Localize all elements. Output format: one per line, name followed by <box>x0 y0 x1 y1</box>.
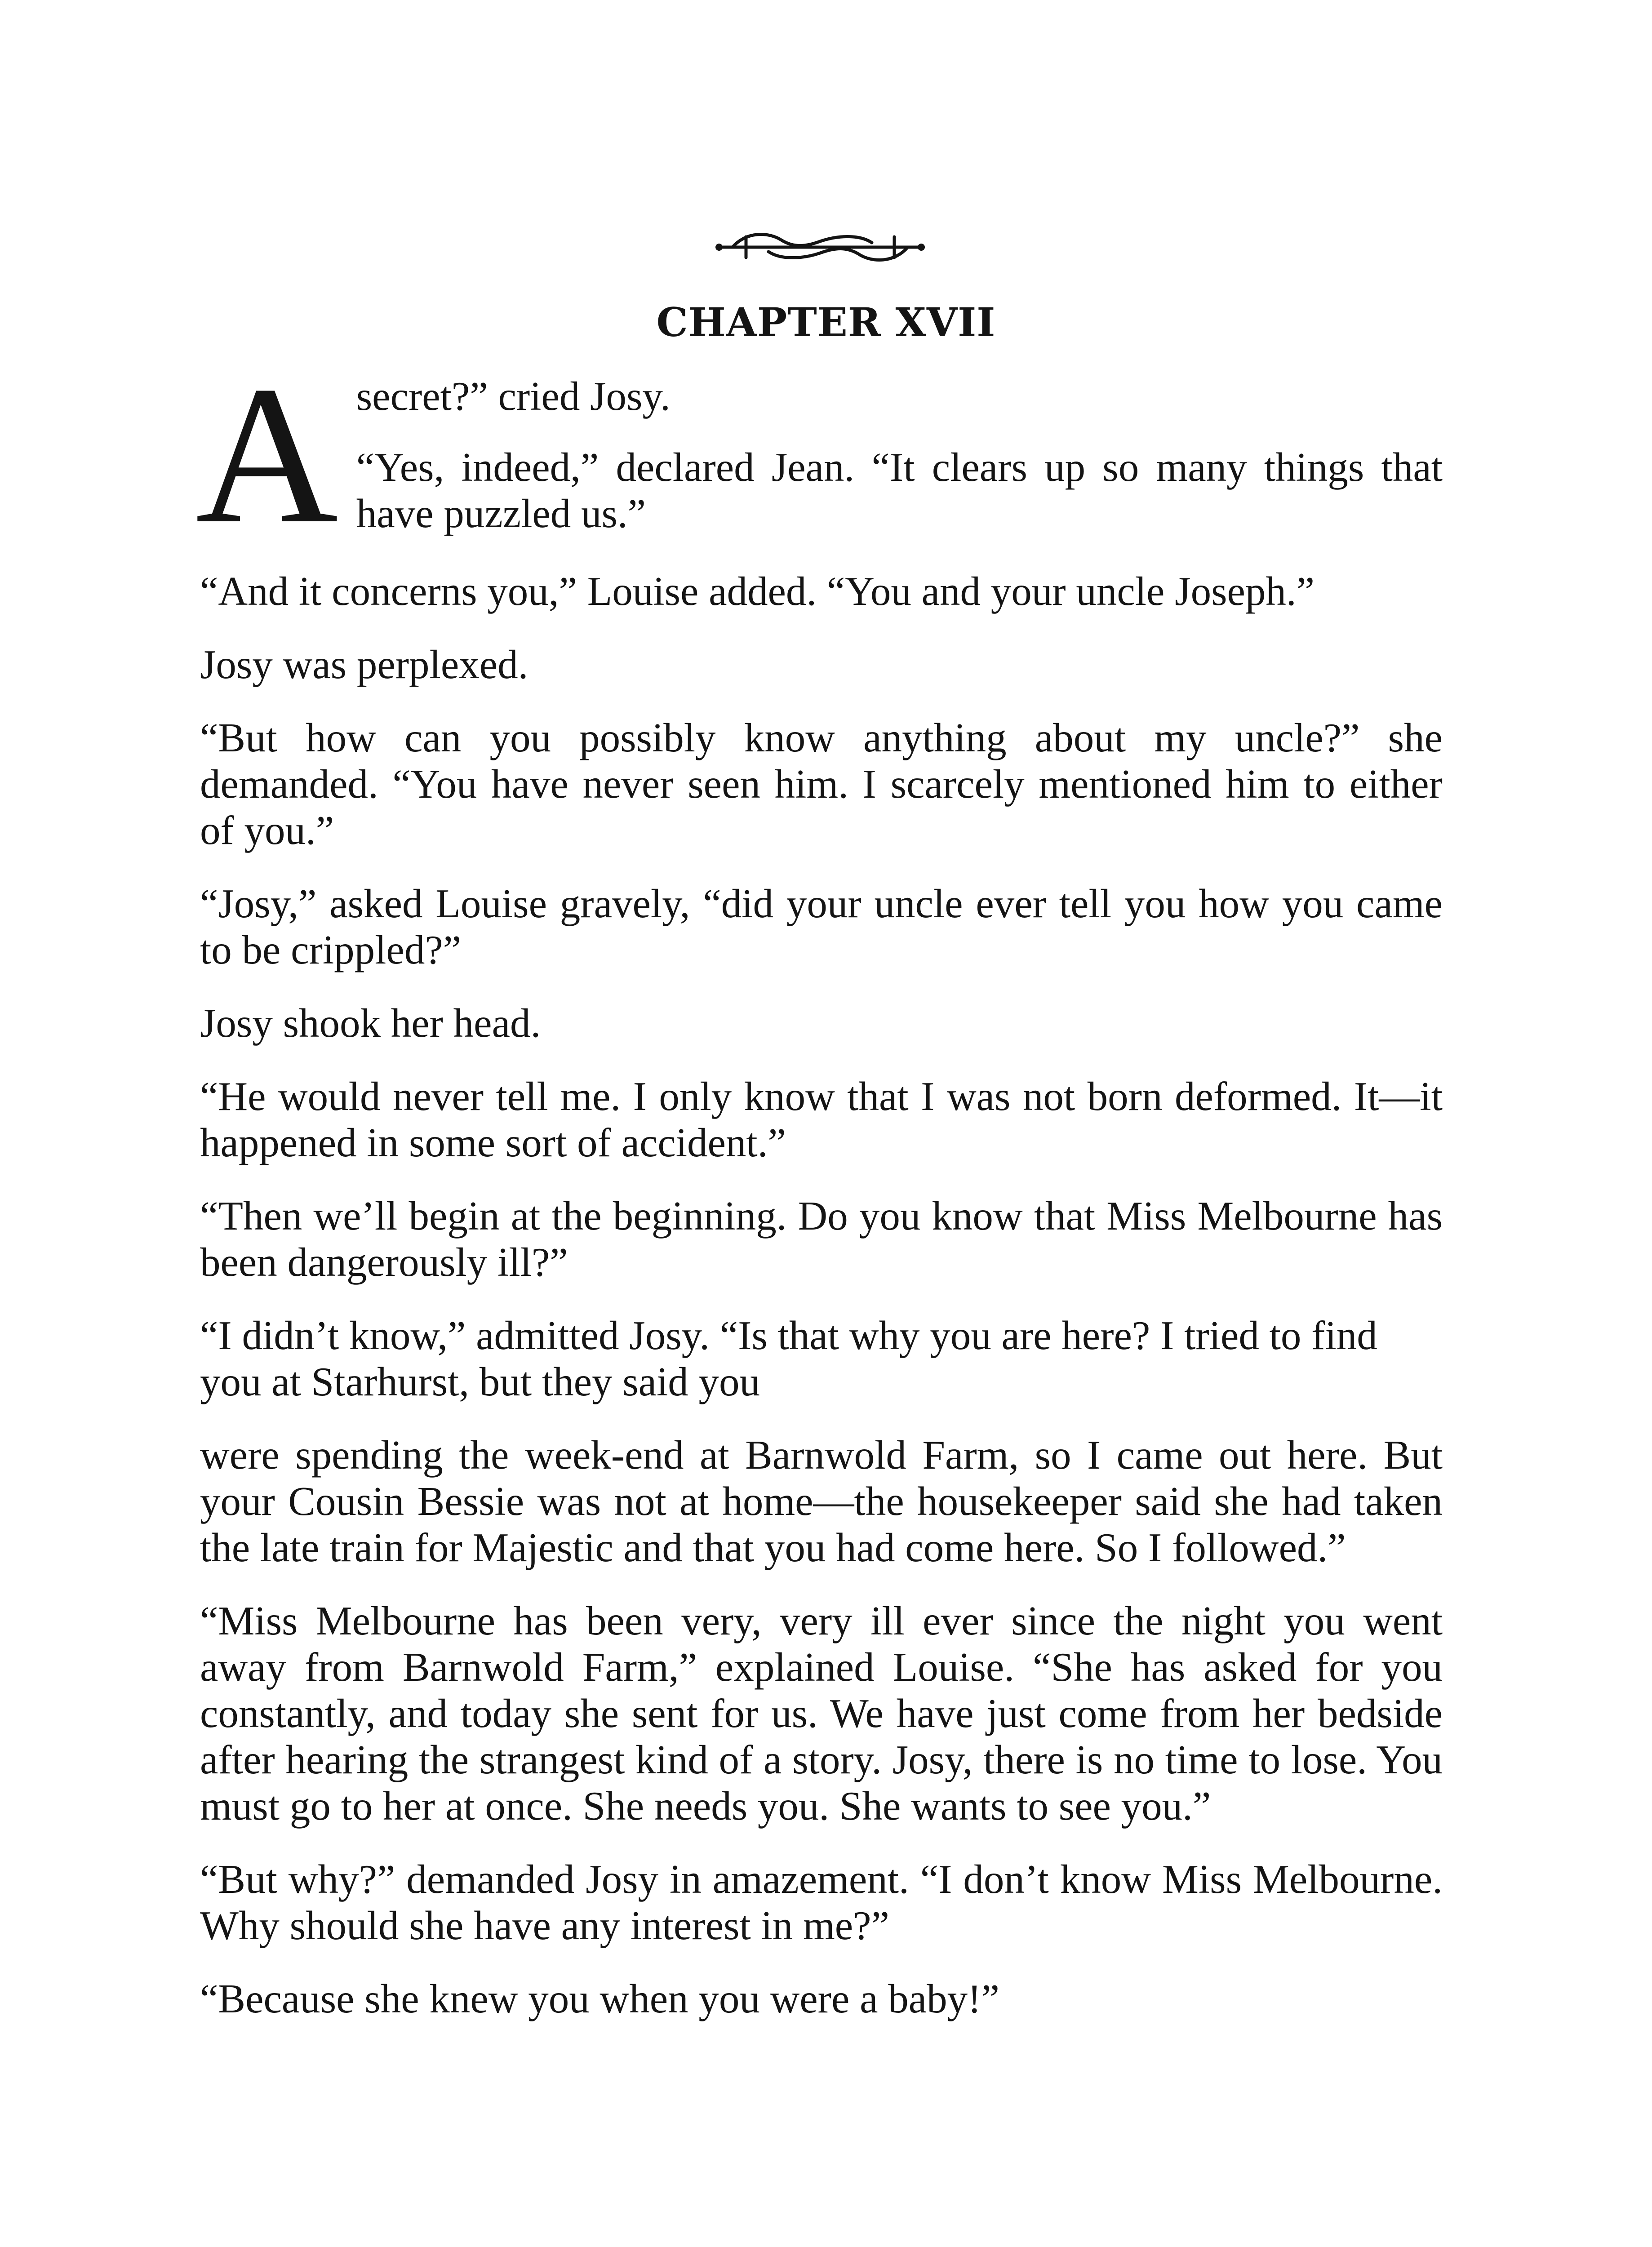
paragraph: were spending the week-end at Barnwold Farm, so I came out here. But your Cousin Bessie was not at home—the housekeeper said she had taken the late train for Majestic and that you had come here. So I followed.” <box>200 1432 1443 1570</box>
paragraph: Josy was perplexed. <box>200 642 528 687</box>
paragraph: “Miss Melbourne has been very, very ill ever since the night you went away from Barnwold Farm,” explained Louise. “She has asked for you constantly, and today she sent for us. We have just come from her bedside after hearing the strangest kind of a story. Josy, there is no time to lose. You must go to her at once. She needs you. She wants to see you.” <box>200 1598 1443 1829</box>
paragraph: “Josy,” asked Louise gravely, “did your uncle ever tell you how you came to be crippled?” <box>200 881 1443 973</box>
chapter-body <box>195 346 1443 2049</box>
paragraph: “But why?” demanded Josy in amazement. “I don’t know Miss Melbourne. Why should she have any interest in me?” <box>200 1856 1443 1948</box>
paragraph: “Yes, indeed,” declared Jean. “It clears up so many things that have puzzled us.” <box>356 444 1443 536</box>
paragraph: “Then we’ll begin at the beginning. Do you know that Miss Melbourne has been dangerously ill?” <box>200 1193 1443 1285</box>
drop-cap: A <box>195 346 338 564</box>
chapter-title: CHAPTER XVII <box>656 299 996 346</box>
paragraph: Josy shook her head. <box>200 1000 541 1046</box>
paragraph: “I didn’t know,” admitted Josy. “Is that why you are here? I tried to find you at Starhurst, but they said you <box>200 1313 1377 1404</box>
paragraph: “Because she knew you when you were a baby!” <box>200 1976 999 2021</box>
paragraph: “He would never tell me. I only know that I was not born deformed. It—it happened in some sort of accident.” <box>200 1074 1443 1165</box>
paragraph: “But how can you possibly know anything about my uncle?” she demanded. “You have never seen him. I scarcely mentioned him to either of you.” <box>200 715 1443 853</box>
paragraph: “And it concerns you,” Louise added. “You and your uncle Joseph.” <box>200 568 1315 614</box>
paragraph: A secret?” cried Josy. <box>195 346 671 564</box>
scroll-flourish-icon <box>715 227 926 267</box>
